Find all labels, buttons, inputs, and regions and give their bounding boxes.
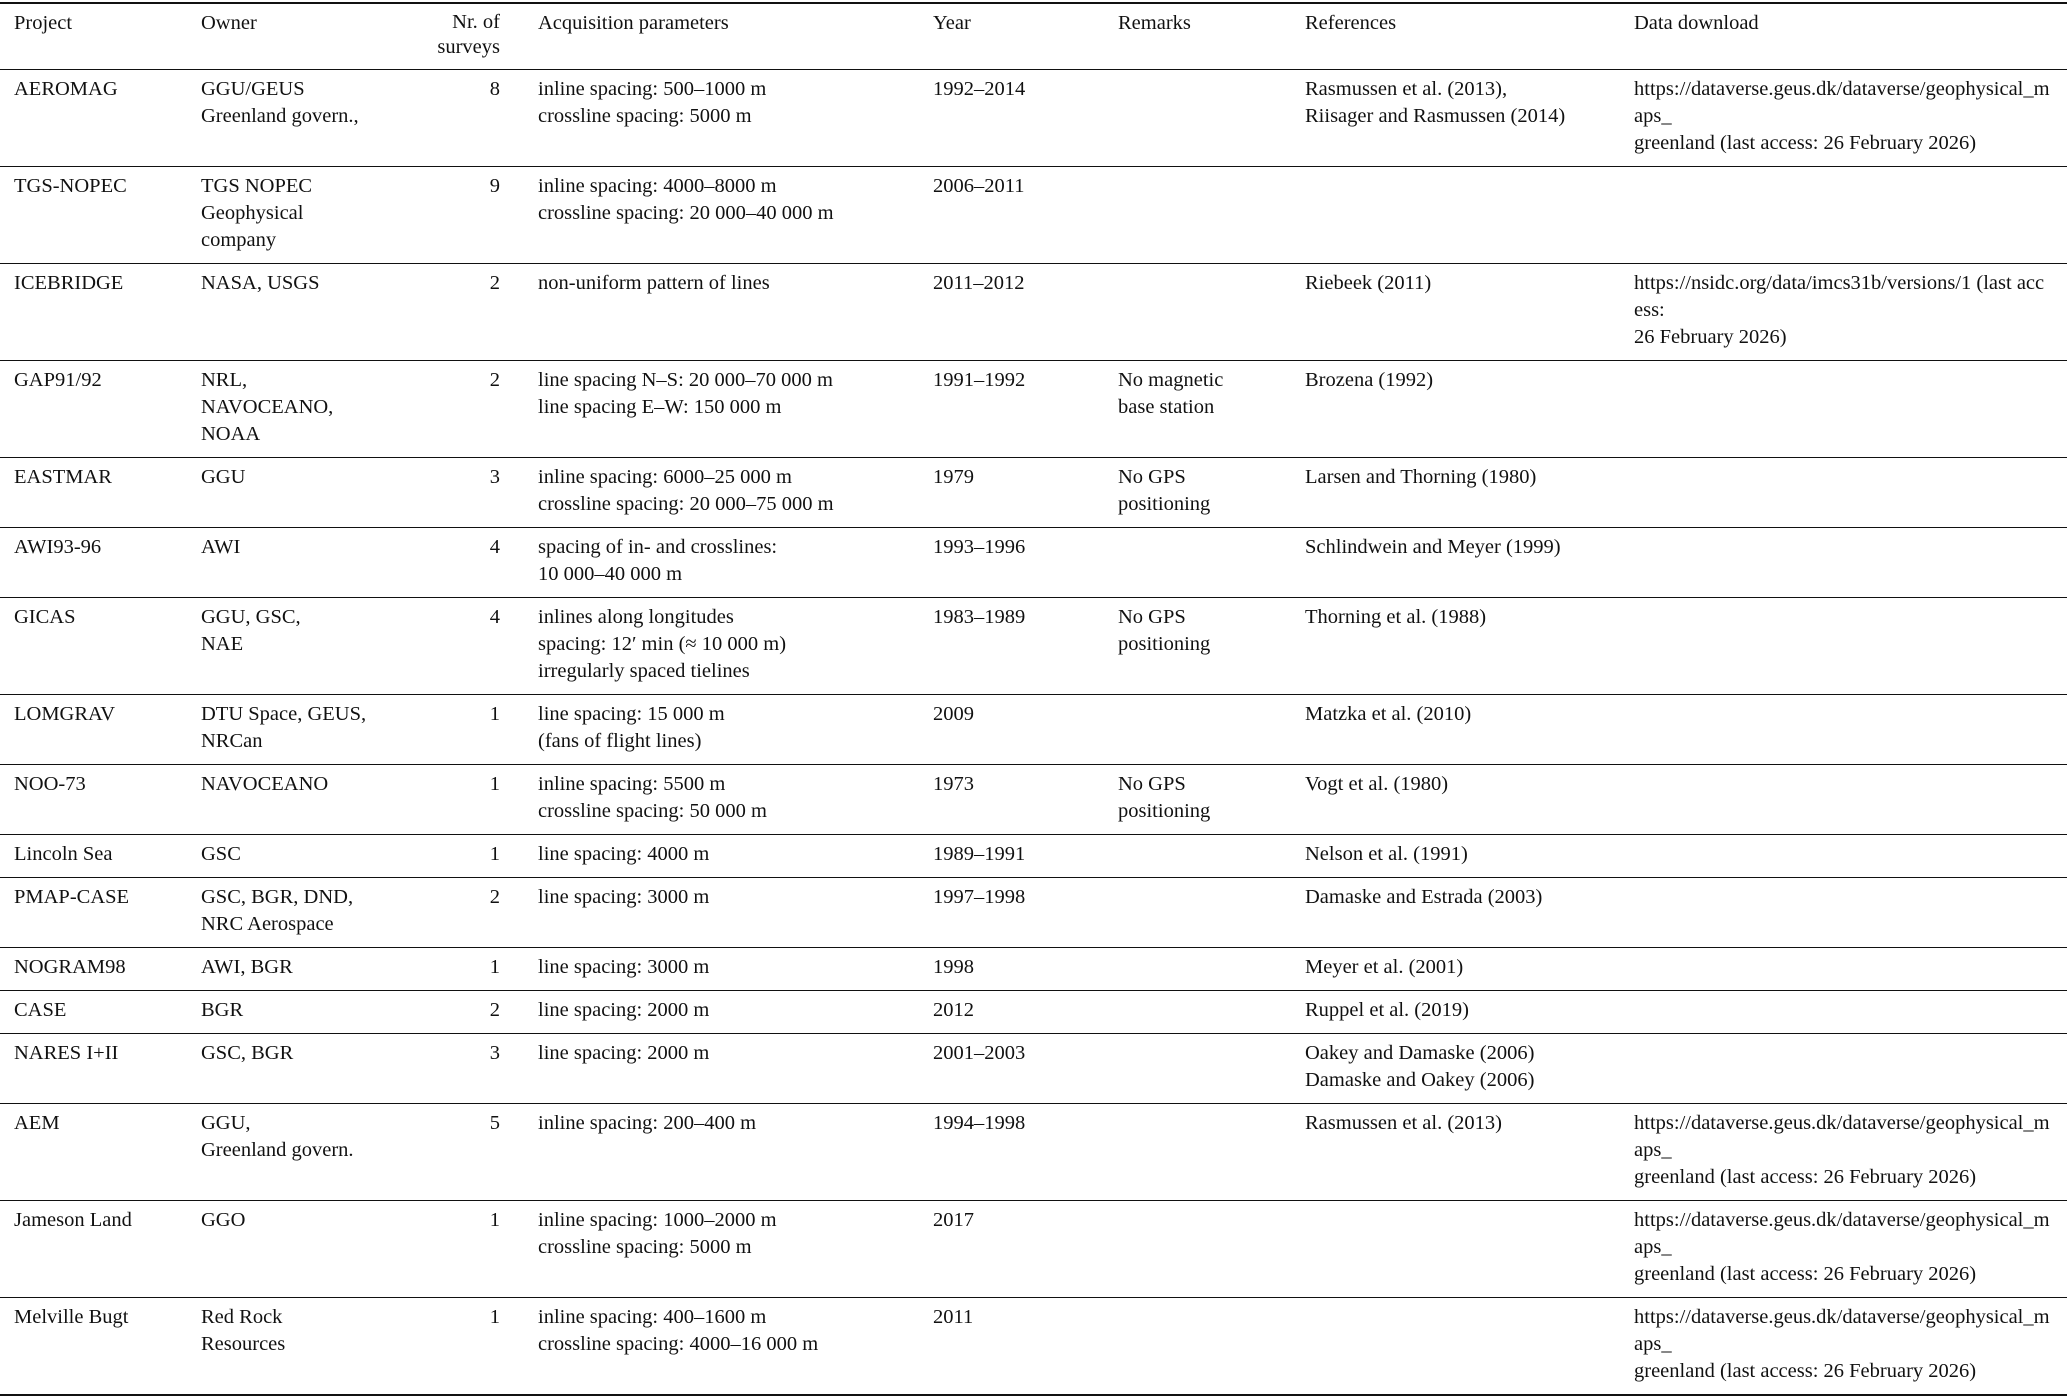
cell-project: Melville Bugt xyxy=(14,1306,129,1328)
cell-owner: GSC, BGR, DND, NRC Aerospace xyxy=(201,886,354,935)
cell-project: ICEBRIDGE xyxy=(14,272,124,294)
cell-surveys: 4 xyxy=(489,606,500,628)
cell-download xyxy=(1620,458,2067,528)
cell-remarks xyxy=(1104,264,1291,361)
cell-surveys: 1 xyxy=(489,843,500,865)
cell-references: Thorning et al. (1988) xyxy=(1305,606,1487,628)
cell-acquisition: line spacing N–S: 20 000–70 000 m line spacing E–W: 150 000 m xyxy=(538,369,833,418)
cell-project: AWI93-96 xyxy=(14,536,102,558)
cell-download: https://dataverse.geus.dk/dataverse/geophysical_maps_ greenland (last access: 26 February 2026) xyxy=(1634,1112,2050,1188)
cell-remarks xyxy=(1104,70,1291,167)
cell-references xyxy=(1291,167,1620,264)
table-row xyxy=(0,1201,2067,1298)
cell-surveys: 5 xyxy=(489,1112,500,1134)
cell-year: 1997–1998 xyxy=(933,886,1026,908)
cell-download xyxy=(1620,598,2067,695)
cell-surveys: 1 xyxy=(489,1209,500,1231)
cell-year: 2012 xyxy=(933,999,974,1021)
table-row xyxy=(0,948,2067,991)
survey-table xyxy=(0,2,2067,1396)
header-owner: Owner xyxy=(201,12,257,34)
cell-references: Matzka et al. (2010) xyxy=(1305,703,1472,725)
cell-year: 2001–2003 xyxy=(933,1042,1026,1064)
header-year: Year xyxy=(933,12,971,34)
cell-year: 2011 xyxy=(933,1306,974,1328)
cell-download xyxy=(1620,167,2067,264)
cell-year: 1993–1996 xyxy=(933,536,1026,558)
cell-remarks xyxy=(1104,695,1291,765)
cell-year: 1991–1992 xyxy=(933,369,1026,391)
table-row xyxy=(0,1104,2067,1201)
cell-owner: DTU Space, GEUS, NRCan xyxy=(201,703,367,752)
cell-remarks xyxy=(1104,1104,1291,1201)
cell-surveys: 2 xyxy=(489,886,500,908)
cell-acquisition: non-uniform pattern of lines xyxy=(538,272,770,294)
cell-remarks xyxy=(1104,1034,1291,1104)
cell-owner: GSC, BGR xyxy=(201,1042,294,1064)
cell-surveys: 1 xyxy=(489,703,500,725)
cell-project: AEM xyxy=(14,1112,60,1134)
cell-acquisition: inlines along longitudes spacing: 12′ min (≈ 10 000 m) irregularly spaced tielines xyxy=(538,606,787,682)
cell-surveys: 1 xyxy=(489,773,500,795)
cell-year: 2017 xyxy=(933,1209,974,1231)
table-row xyxy=(0,991,2067,1034)
cell-acquisition: inline spacing: 5500 m crossline spacing: 50 000 m xyxy=(538,773,767,822)
table-row xyxy=(0,835,2067,878)
header-download: Data download xyxy=(1634,12,1759,34)
cell-year: 1989–1991 xyxy=(933,843,1026,865)
cell-download: https://nsidc.org/data/imcs31b/versions/1 (last access: 26 February 2026) xyxy=(1634,272,2045,348)
cell-references: Oakey and Damaske (2006) Damaske and Oakey (2006) xyxy=(1305,1042,1535,1091)
cell-owner: GGO xyxy=(201,1209,246,1231)
cell-owner: NAVOCEANO xyxy=(201,773,329,795)
cell-references: Schlindwein and Meyer (1999) xyxy=(1305,536,1561,558)
cell-acquisition: inline spacing: 4000–8000 m crossline spacing: 20 000–40 000 m xyxy=(538,175,834,224)
cell-acquisition: inline spacing: 400–1600 m crossline spacing: 4000–16 000 m xyxy=(538,1306,819,1355)
cell-acquisition: line spacing: 3000 m xyxy=(538,886,710,908)
cell-references: Ruppel et al. (2019) xyxy=(1305,999,1469,1021)
cell-year: 1983–1989 xyxy=(933,606,1026,628)
cell-surveys: 3 xyxy=(489,466,500,488)
cell-remarks: No GPS positioning xyxy=(1118,466,1211,515)
cell-project: AEROMAG xyxy=(14,78,118,100)
cell-year: 1998 xyxy=(933,956,974,978)
cell-owner: NRL, NAVOCEANO, NOAA xyxy=(201,369,334,445)
header-surveys: Nr. of surveys xyxy=(437,11,500,58)
cell-surveys: 9 xyxy=(489,175,500,197)
cell-remarks: No magnetic base station xyxy=(1118,369,1224,418)
cell-remarks xyxy=(1104,1298,1291,1396)
cell-references: Vogt et al. (1980) xyxy=(1305,773,1449,795)
cell-project: CASE xyxy=(14,999,67,1021)
cell-download xyxy=(1620,1034,2067,1104)
cell-owner: BGR xyxy=(201,999,244,1021)
cell-download xyxy=(1620,991,2067,1034)
cell-references: Nelson et al. (1991) xyxy=(1305,843,1468,865)
cell-download xyxy=(1620,361,2067,458)
cell-owner: NASA, USGS xyxy=(201,272,320,294)
cell-project: NOO-73 xyxy=(14,773,86,795)
cell-project: Jameson Land xyxy=(14,1209,132,1231)
cell-year: 2009 xyxy=(933,703,974,725)
cell-remarks xyxy=(1104,948,1291,991)
cell-remarks xyxy=(1104,1201,1291,1298)
cell-year: 2006–2011 xyxy=(933,175,1025,197)
cell-remarks xyxy=(1104,835,1291,878)
cell-references: Rasmussen et al. (2013) xyxy=(1305,1112,1502,1134)
header-remarks: Remarks xyxy=(1118,12,1191,34)
table-row xyxy=(0,361,2067,458)
cell-year: 1992–2014 xyxy=(933,78,1026,100)
cell-project: EASTMAR xyxy=(14,466,112,488)
cell-surveys: 8 xyxy=(489,78,500,100)
table-body xyxy=(0,70,2067,1396)
cell-owner: GGU/GEUS Greenland govern., xyxy=(201,78,359,127)
cell-acquisition: spacing of in- and crosslines: 10 000–40 000 m xyxy=(538,536,778,585)
table-row xyxy=(0,598,2067,695)
cell-owner: GGU, GSC, NAE xyxy=(201,606,301,655)
cell-acquisition: inline spacing: 6000–25 000 m crossline spacing: 20 000–75 000 m xyxy=(538,466,834,515)
cell-project: Lincoln Sea xyxy=(14,843,113,865)
cell-download: https://dataverse.geus.dk/dataverse/geophysical_maps_ greenland (last access: 26 February 2026) xyxy=(1634,1209,2050,1285)
cell-download xyxy=(1620,695,2067,765)
header-references: References xyxy=(1305,12,1397,34)
cell-acquisition: line spacing: 3000 m xyxy=(538,956,710,978)
cell-surveys: 4 xyxy=(489,536,500,558)
cell-surveys: 2 xyxy=(489,369,500,391)
cell-surveys: 2 xyxy=(489,999,500,1021)
cell-owner: AWI, BGR xyxy=(201,956,293,978)
cell-remarks xyxy=(1104,878,1291,948)
cell-owner: TGS NOPEC Geophysical company xyxy=(201,175,313,251)
cell-references: Damaske and Estrada (2003) xyxy=(1305,886,1543,908)
table-row xyxy=(0,1034,2067,1104)
cell-download: https://dataverse.geus.dk/dataverse/geophysical_maps_ greenland (last access: 26 February 2026) xyxy=(1634,78,2050,154)
cell-year: 1973 xyxy=(933,773,974,795)
cell-remarks xyxy=(1104,991,1291,1034)
cell-owner: GGU xyxy=(201,466,246,488)
table-row xyxy=(0,264,2067,361)
table-row xyxy=(0,878,2067,948)
cell-project: GICAS xyxy=(14,606,76,628)
cell-acquisition: line spacing: 4000 m xyxy=(538,843,710,865)
cell-remarks xyxy=(1104,528,1291,598)
header-project: Project xyxy=(14,12,73,34)
cell-acquisition: line spacing: 2000 m xyxy=(538,999,710,1021)
table-row xyxy=(0,458,2067,528)
cell-surveys: 3 xyxy=(489,1042,500,1064)
cell-year: 1979 xyxy=(933,466,974,488)
cell-remarks xyxy=(1104,167,1291,264)
table-row xyxy=(0,765,2067,835)
cell-acquisition: inline spacing: 500–1000 m crossline spacing: 5000 m xyxy=(538,78,767,127)
cell-owner: GSC xyxy=(201,843,241,865)
cell-download: https://dataverse.geus.dk/dataverse/geophysical_maps_ greenland (last access: 26 February 2026) xyxy=(1634,1306,2050,1382)
cell-acquisition: line spacing: 15 000 m (fans of flight lines) xyxy=(538,703,725,752)
cell-download xyxy=(1620,835,2067,878)
cell-surveys: 2 xyxy=(489,272,500,294)
cell-year: 2011–2012 xyxy=(933,272,1025,294)
cell-project: NOGRAM98 xyxy=(14,956,126,978)
cell-surveys: 1 xyxy=(489,956,500,978)
cell-year: 1994–1998 xyxy=(933,1112,1026,1134)
cell-download xyxy=(1620,948,2067,991)
cell-download xyxy=(1620,878,2067,948)
table-row xyxy=(0,695,2067,765)
cell-project: TGS-NOPEC xyxy=(14,175,127,197)
cell-references: Rasmussen et al. (2013), Riisager and Rasmussen (2014) xyxy=(1305,78,1566,127)
cell-download xyxy=(1620,528,2067,598)
cell-references: Larsen and Thorning (1980) xyxy=(1305,466,1537,488)
cell-project: NARES I+II xyxy=(14,1042,119,1064)
cell-remarks: No GPS positioning xyxy=(1118,773,1211,822)
cell-references: Brozena (1992) xyxy=(1305,369,1434,391)
cell-owner: GGU, Greenland govern. xyxy=(201,1112,354,1161)
cell-acquisition: line spacing: 2000 m xyxy=(538,1042,710,1064)
header-acquisition: Acquisition parameters xyxy=(538,12,729,34)
cell-acquisition: inline spacing: 200–400 m xyxy=(538,1112,757,1134)
table-row xyxy=(0,1298,2067,1396)
table-header xyxy=(0,3,2067,70)
table-row xyxy=(0,167,2067,264)
cell-references: Riebeek (2011) xyxy=(1305,272,1432,294)
cell-surveys: 1 xyxy=(489,1306,500,1328)
cell-download xyxy=(1620,765,2067,835)
cell-remarks: No GPS positioning xyxy=(1118,606,1211,655)
cell-references xyxy=(1291,1298,1620,1396)
cell-acquisition: inline spacing: 1000–2000 m crossline spacing: 5000 m xyxy=(538,1209,777,1258)
header-row xyxy=(0,3,2067,70)
cell-references xyxy=(1291,1201,1620,1298)
table-row xyxy=(0,528,2067,598)
cell-project: LOMGRAV xyxy=(14,703,115,725)
table-row xyxy=(0,70,2067,167)
cell-owner: Red Rock Resources xyxy=(201,1306,286,1355)
cell-project: GAP91/92 xyxy=(14,369,102,391)
cell-references: Meyer et al. (2001) xyxy=(1305,956,1464,978)
cell-project: PMAP-CASE xyxy=(14,886,130,908)
cell-owner: AWI xyxy=(201,536,241,558)
